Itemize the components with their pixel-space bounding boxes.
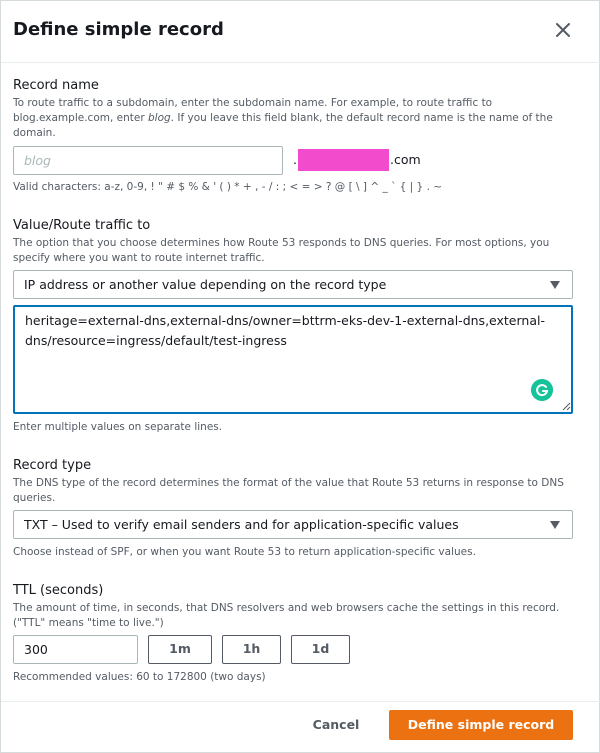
domain-prefix: .: [293, 152, 297, 167]
value-route-label: Value/Route traffic to: [13, 218, 151, 233]
value-route-selected: IP address or another value depending on the record type: [24, 277, 387, 292]
cancel-button[interactable]: Cancel: [312, 717, 360, 732]
ttl-label: TTL (seconds): [13, 583, 104, 598]
redacted-domain: [298, 149, 389, 171]
value-route-select[interactable]: [13, 270, 573, 299]
record-type-select[interactable]: [13, 510, 573, 539]
ttl-hint: Recommended values: 60 to 172800 (two days): [13, 671, 266, 683]
record-type-selected: TXT – Used to verify email senders and for application-specific values: [24, 517, 459, 532]
resize-handle-icon[interactable]: [562, 402, 571, 411]
record-name-valid-characters: Valid characters: a-z, 0-9, ! " # $ % & ' ( ) * + , - / : ; < = > ? @ [ \ ] ^ _ ` { | } . ~: [13, 181, 443, 193]
record-name-input[interactable]: [13, 146, 283, 175]
record-type-description: The DNS type of the record determines the format of the value that Route 53 returns in response to DNS queries.: [13, 477, 564, 504]
record-value-textarea[interactable]: [13, 305, 573, 414]
record-name-description-example: blog: [148, 112, 171, 124]
dialog-header: [1, 1, 600, 63]
dialog-title: Define simple record: [13, 19, 224, 40]
footer-divider: [1, 701, 600, 702]
record-type-label: Record type: [13, 458, 92, 473]
record-name-description-text: To route traffic to a subdomain, enter the subdomain name. For example, to route traffic to blog.example.com, enter: [13, 97, 493, 124]
value-route-description: The option that you choose determines how Route 53 responds to DNS queries. For most options, you specify where you want to route internet traffic.: [13, 237, 550, 264]
record-type-hint: Choose instead of SPF, or when you want Route 53 to return application-specific values.: [13, 546, 476, 558]
ttl-1m-button[interactable]: 1m: [148, 635, 212, 664]
ttl-description: The amount of time, in seconds, that DNS resolvers and web browsers cache the settings in this record. ("TTL" means "time to live."): [13, 602, 560, 629]
ttl-input[interactable]: [13, 635, 138, 664]
record-name-label: Record name: [13, 78, 99, 93]
chevron-down-icon: [550, 281, 560, 289]
close-icon[interactable]: [552, 19, 574, 41]
record-name-description: [13, 96, 573, 141]
chevron-down-icon: [550, 521, 560, 529]
define-simple-record-button[interactable]: Define simple record: [389, 710, 573, 740]
value-route-hint: Enter multiple values on separate lines.: [13, 421, 223, 433]
record-name-description-text-end: . If you leave this field blank, the default record name is the name of the domain.: [13, 112, 553, 139]
ttl-1h-button[interactable]: 1h: [222, 635, 281, 664]
ttl-1d-button[interactable]: 1d: [291, 635, 350, 664]
grammarly-icon[interactable]: [531, 379, 553, 401]
domain-suffix: .com: [389, 152, 421, 167]
